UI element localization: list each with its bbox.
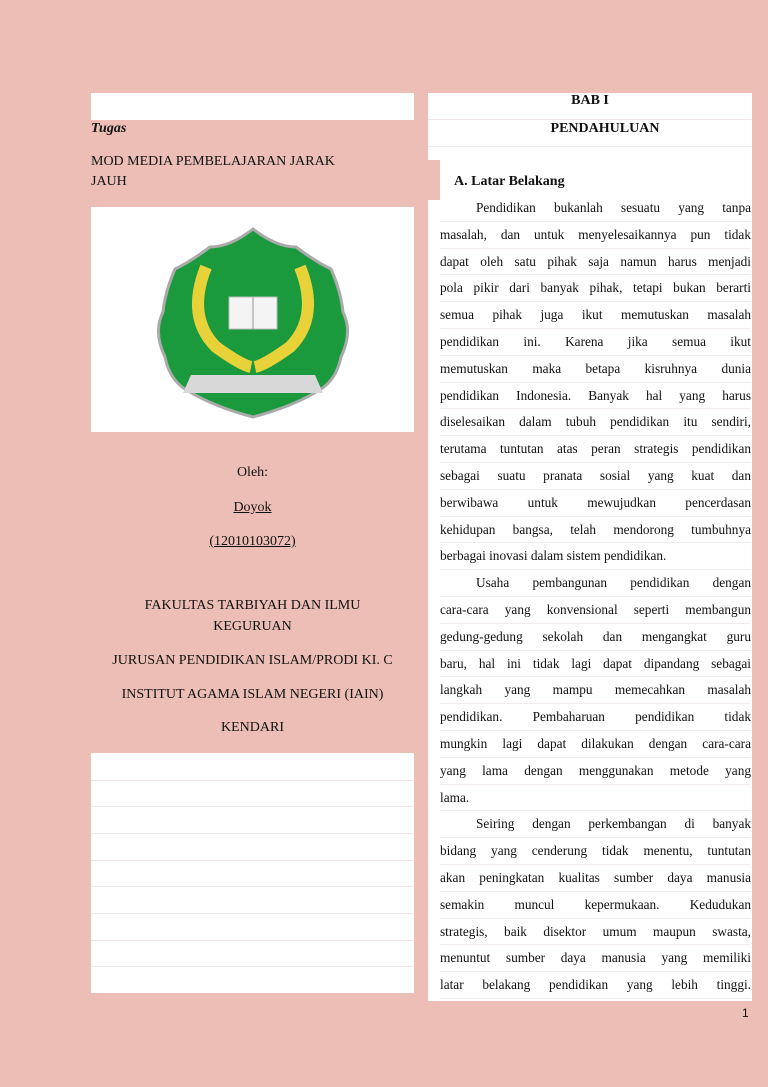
- text-line: akan peningkatan kualitas sumber daya manusia: [440, 865, 751, 892]
- text-line: cara-cara yang konvensional seperti membangun: [440, 597, 751, 624]
- text-line: berwibawa untuk mewujudkan pencerdasan: [440, 490, 751, 517]
- text-line: memutuskan maka betapa kisruhnya dunia: [440, 356, 751, 383]
- text-line: Usaha pembangunan pendidikan dengan: [440, 570, 751, 597]
- text-line: menuntut sumber daya manusia yang memiliki: [440, 945, 751, 972]
- student-id: (12010103072): [209, 534, 296, 549]
- text-line: pendidikan Indonesia. Banyak hal yang harus: [440, 383, 751, 410]
- header-strip: [91, 93, 414, 120]
- text-line: latar belakang pendidikan yang lebih tinggi.: [440, 972, 751, 999]
- text-line: dapat oleh satu pihak saja namun harus menjadi: [440, 249, 751, 276]
- text-line: semakin muncul kepermukaan. Kedudukan: [440, 892, 751, 919]
- text-line: sebagai suatu pranata sosial yang kuat dan: [440, 463, 751, 490]
- text-line: strategis, baik disektor umum maupun swasta,: [440, 919, 751, 946]
- text-line: bidang yang cenderung tidak menentu, tuntutan: [440, 838, 751, 865]
- text-line: mungkin lagi dapat dilakukan dengan cara-cara: [440, 731, 751, 758]
- text-line: baru, hal ini tidak lagi dapat dipandang sebagai: [440, 651, 751, 678]
- by-label: Oleh:: [236, 465, 269, 480]
- text-line: pendidikan ini. Karena jika semua ikut: [440, 329, 751, 356]
- page-number: 1: [742, 1006, 749, 1020]
- section-heading: A. Latar Belakang: [454, 174, 565, 189]
- faculty-line1: FAKULTAS TARBIYAH DAN ILMU: [144, 598, 361, 613]
- text-line: pendidikan. Pembaharuan pendidikan tidak: [440, 704, 751, 731]
- iain-kendari-logo: [91, 207, 414, 432]
- text-line: gedung-gedung sekolah dan mengangkat guru: [440, 624, 751, 651]
- course-title-line1: MOD MEDIA PEMBELAJARAN JARAK: [91, 154, 335, 169]
- text-line: kehidupan bangsa, telah mendorong tumbuhnya: [440, 517, 751, 544]
- text-line: yang lama dengan menggunakan metode yang: [440, 758, 751, 785]
- text-line: terutama tuntutan atas peran strategis pendidikan: [440, 436, 751, 463]
- text-line: Seiring dengan perkembangan di banyak: [440, 811, 751, 838]
- cover-label: Tugas: [91, 121, 127, 136]
- blank-box: [91, 753, 414, 993]
- text-line: langkah yang mampu memecahkan masalah: [440, 677, 751, 704]
- text-line: Pendidikan bukanlah sesuatu yang tanpa: [440, 195, 751, 222]
- text-line: berbagai inovasi dalam sistem pendidikan.: [440, 543, 751, 570]
- chapter-number: BAB I: [571, 93, 609, 108]
- author-name: Doyok: [233, 500, 272, 515]
- text-line: pola pikir dari banyak pihak, tetapi bukan berarti: [440, 275, 751, 302]
- course-title-line2: JAUH: [91, 174, 127, 189]
- department: JURUSAN PENDIDIKAN ISLAM/PRODI KI. C: [112, 653, 393, 668]
- text-line: semua pihak juga ikut memutuskan masalah: [440, 302, 751, 329]
- city: KENDARI: [221, 720, 284, 735]
- chapter-title: PENDAHULUAN: [550, 121, 660, 136]
- institute: INSTITUT AGAMA ISLAM NEGERI (IAIN): [121, 687, 384, 702]
- text-line: diselesaikan dalam tubuh pendidikan itu sendiri,: [440, 409, 751, 436]
- faculty-line2: KEGURUAN: [213, 619, 292, 634]
- text-line: masalah, dan untuk menyelesaikannya pun tidak: [440, 222, 751, 249]
- logo-box: [91, 207, 414, 432]
- text-line: lama.: [440, 785, 751, 812]
